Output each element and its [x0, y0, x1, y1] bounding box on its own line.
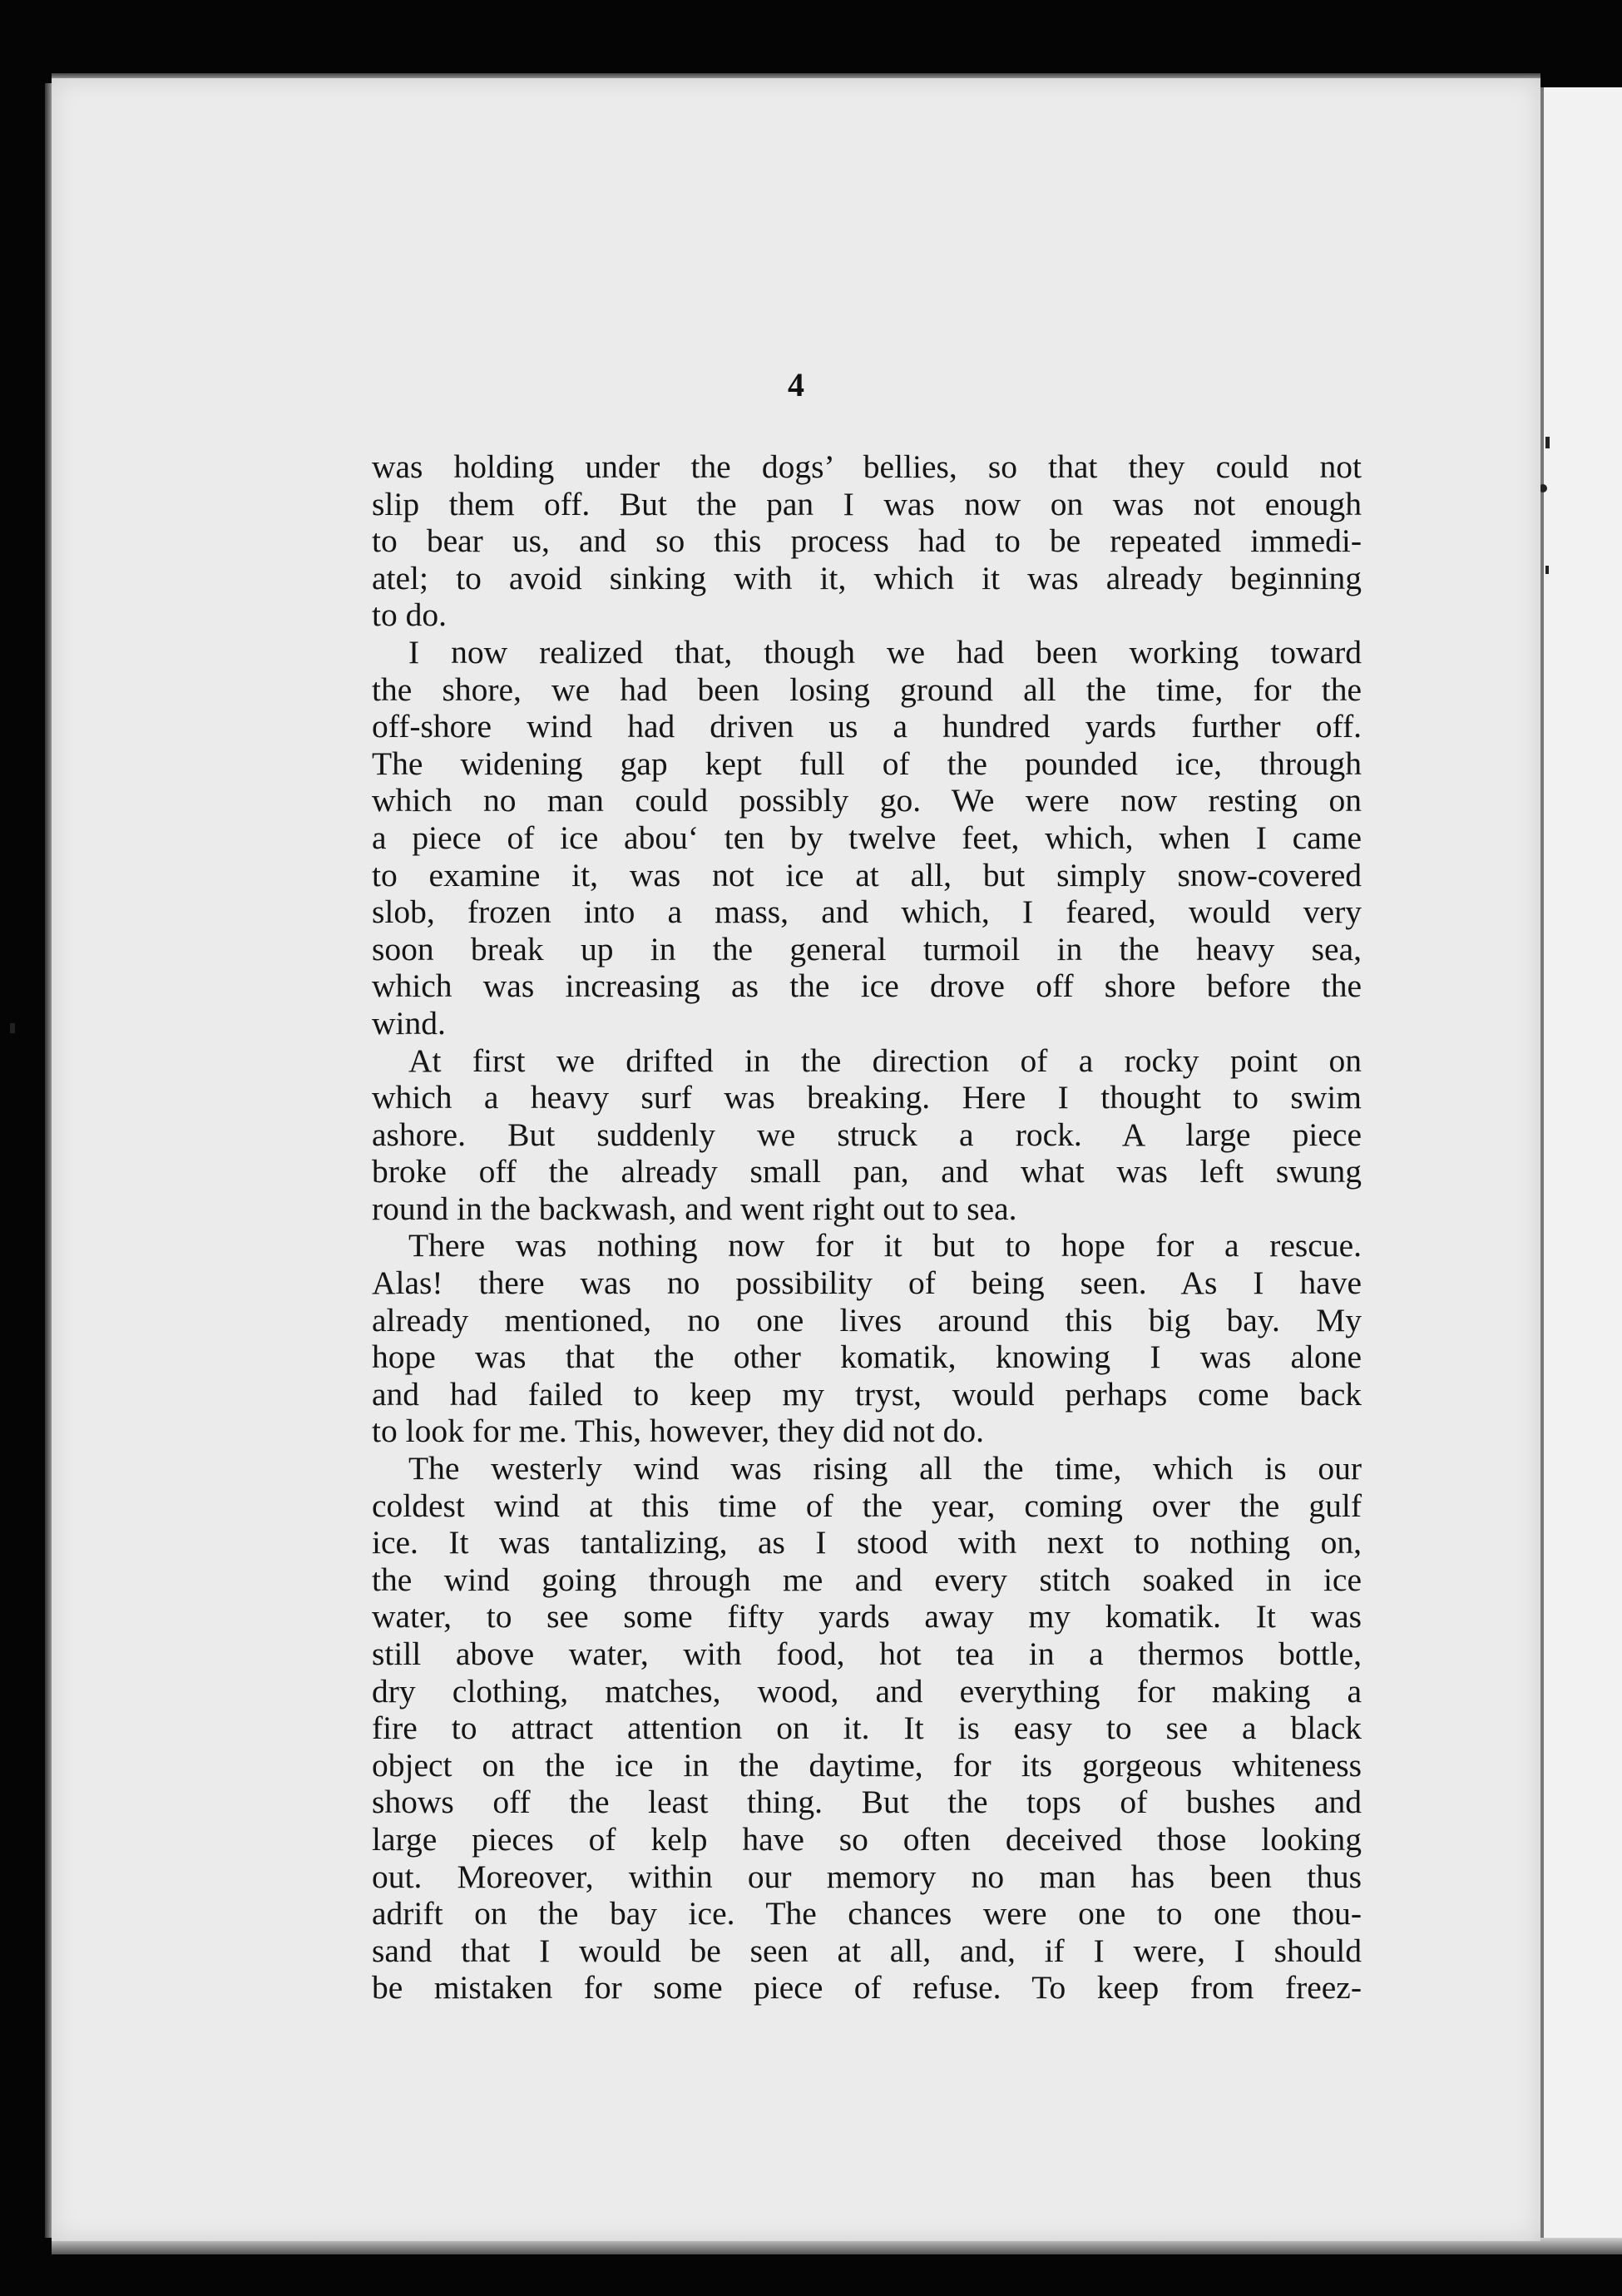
text-line: still above water, with food, hot tea in a thermos bottle, [372, 1635, 1362, 1672]
document-page [52, 78, 1540, 2241]
text-line: The widening gap kept full of the pounded ice, through [372, 745, 1362, 782]
scan-speck [1545, 437, 1550, 448]
text-line: ice. It was tantalizing, as I stood with next to nothing on, [372, 1524, 1362, 1561]
text-line: which was increasing as the ice drove off shore before the [372, 967, 1362, 1005]
text-line: to bear us, and so this process had to be repeated immedi- [372, 522, 1362, 560]
text-line: which no man could possibly go. We were now resting on [372, 782, 1362, 819]
text-line: to look for me. This, however, they did not do. [372, 1413, 985, 1450]
text-line: slip them off. But the pan I was now on was not enough [372, 485, 1362, 522]
text-line: hope was that the other komatik, knowing I was alone [372, 1339, 1362, 1376]
scan-speck [1545, 566, 1549, 574]
scan-speck [10, 1023, 15, 1033]
text-line: large pieces of kelp have so often deceived those looking [372, 1820, 1362, 1858]
text-line: coldest wind at this time of the year, coming over the gulf [372, 1487, 1362, 1524]
text-line: be mistaken for some piece of refuse. To keep from freez- [372, 1969, 1362, 2007]
text-line: round in the backwash, and went right out to sea. [372, 1190, 1017, 1227]
text-line: a piece of ice abou‘ ten by twelve feet, which, when I came [372, 819, 1362, 856]
text-line: adrift on the bay ice. The chances were one to one thou- [372, 1895, 1362, 1932]
text-line: and had failed to keep my tryst, would perhaps come back [372, 1375, 1362, 1413]
text-line: off-shore wind had driven us a hundred yards further off. [372, 708, 1362, 745]
text-line: soon break up in the general turmoil in the heavy sea, [372, 930, 1362, 967]
text-line: water, to see some fifty yards away my komatik. It was [372, 1598, 1362, 1635]
text-line: object on the ice in the daytime, for its gorgeous whiteness [372, 1746, 1362, 1784]
text-line: dry clothing, matches, wood, and everything for making a [372, 1672, 1362, 1710]
text-line: slob, frozen into a mass, and which, I feared, would very [372, 893, 1362, 931]
text-line: Alas! there was no possibility of being seen. As I have [372, 1264, 1362, 1302]
text-line: sand that I would be seen at all, and, if I were, I should [372, 1932, 1362, 1969]
text-line: the shore, we had been losing ground all the time, for the [372, 670, 1362, 708]
text-line: the wind going through me and every stitch soaked in ice [372, 1561, 1362, 1598]
text-line: ashore. But suddenly we struck a rock. A large piece [372, 1116, 1362, 1153]
text-line: shows off the least thing. But the tops of bushes and [372, 1784, 1362, 1821]
text-line: already mentioned, no one lives around this big bay. My [372, 1301, 1362, 1339]
text-line: There was nothing now for it but to hope for a rescue. [408, 1227, 1362, 1264]
text-line: atel; to avoid sinking with it, which it was already beginning [372, 559, 1362, 596]
text-line: to do. [372, 596, 447, 634]
text-line: I now realized that, though we had been working toward [408, 633, 1362, 670]
text-line: fire to attract attention on it. It is easy to see a black [372, 1710, 1362, 1747]
text-line: wind. [372, 1004, 446, 1042]
text-line: to examine it, was not ice at all, but simply snow-covered [372, 856, 1362, 893]
text-line: broke off the already small pan, and what was left swung [372, 1153, 1362, 1190]
text-line: The westerly wind was rising all the time, which is our [408, 1450, 1362, 1487]
text-line: which a heavy surf was breaking. Here I thought to swim [372, 1079, 1362, 1116]
facing-page-edge [1540, 87, 1622, 2238]
page-number: 4 [788, 366, 804, 403]
text-line: was holding under the dogs’ bellies, so that they could not [372, 448, 1362, 485]
body-text [372, 448, 1362, 2007]
text-line: out. Moreover, within our memory no man has been thus [372, 1858, 1362, 1895]
text-line: At first we drifted in the direction of a rocky point on [408, 1042, 1362, 1079]
page-fold-line [1540, 87, 1544, 2238]
